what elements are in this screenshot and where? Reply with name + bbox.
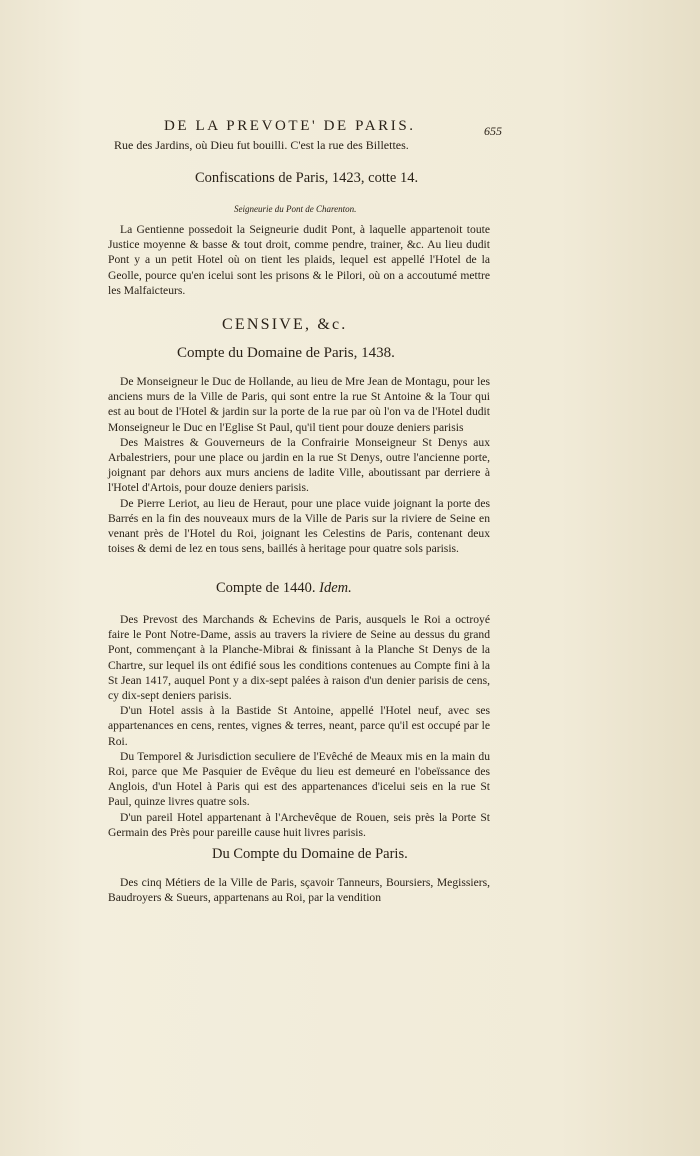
compte-1438-p3: De Pierre Leriot, au lieu de Heraut, pour une place vuide joignant la porte des Barrés en la fin des nouveaux murs de la Ville de Paris sur la riviere de Seine en venant près de l'Hotel du Roi, joignant les Celestins de Paris, contenant deux toises & demi de lez en tous sens, baillés à heritage pour quatre sols parisis. bbox=[108, 496, 490, 556]
compte-1440-paragraphs bbox=[108, 612, 490, 840]
compte-1438-paragraphs bbox=[108, 374, 490, 556]
domaine-p1: Des cinq Métiers de la Ville de Paris, sçavoir Tanneurs, Boursiers, Megissiers, Baudroyers & Sueurs, appartenans au Roi, par la vendition bbox=[108, 876, 490, 905]
first-line: Rue des Jardins, où Dieu fut bouilli. C'est la rue des Billettes. bbox=[114, 138, 409, 152]
compte-1440-title: Compte de 1440. bbox=[216, 580, 316, 596]
running-head: DE LA PREVOTE' DE PARIS. bbox=[164, 118, 416, 134]
page-number: 655 bbox=[484, 124, 502, 138]
confiscations-subheading: Seigneurie du Pont de Charenton. bbox=[234, 204, 357, 214]
compte-1438-p1: De Monseigneur le Duc de Hollande, au lieu de Mre Jean de Montagu, pour les anciens murs de la Ville de Paris, qui sont entre la rue St Antoine & la Tour qui est au bout de l'Hotel & jardin sur la porte de la rue par où l'on va de l'Hotel dudit Monseigneur le Duc en l'Eglise St Paul, qu'il tient pour douze deniers parisis bbox=[108, 375, 490, 434]
compte-1440-p1: Des Prevost des Marchands & Echevins de Paris, ausquels le Roi a octroyé faire le Pont Notre-Dame, assis au travers la riviere de Seine au dessus du grand Pont, commençant à la Planche-Mibrai & finissant à la Planche St Denys de la Chartre, sur lequel ils ont édifié sous les conditions contenues au Compte fini à la St Jean 1417, auquel Pont y a dix-sept palées à raison d'un denier parisis de cens, cy dix-sept deniers parisis. bbox=[108, 613, 490, 703]
compte-1438-heading: Compte du Domaine de Paris, 1438. bbox=[177, 345, 395, 361]
domaine-paragraph bbox=[108, 875, 490, 905]
compte-1438-p2: Des Maistres & Gouverneurs de la Confrairie Monseigneur St Denys aux Arbalestriers, pour une place ou jardin en la rue St Denys, outre l'ancienne porte, joignant par dehors aux murs anciens de ladite Ville, aboutissant par derriere à l'Hotel d'Artois, pour douze deniers parisis. bbox=[108, 435, 490, 495]
confiscations-heading: Confiscations de Paris, 1423, cotte 14. bbox=[195, 170, 419, 186]
compte-1440-heading bbox=[216, 580, 352, 597]
compte-1440-p4: D'un pareil Hotel appartenant à l'Archevêque de Rouen, seis près la Porte St Germain des Près pour pareille cause huit livres parisis. bbox=[108, 810, 490, 839]
compte-1440-idem: Idem. bbox=[319, 580, 352, 596]
censive-heading: CENSIVE, &c. bbox=[222, 316, 348, 333]
confiscations-text: La Gentienne possedoit la Seigneurie dudit Pont, à laquelle appartenoit toute Justice moyenne & basse & tout droit, comme pendre, trainer, &c. Au lieu dudit Pont y a un petit Hotel où on tient les plaids, lequel est appellé l'Hotel de la Geolle, pource qu'en icelui sont les prisons & le Pilori, où on a accoutumé mettre les Malfaicteurs. bbox=[108, 223, 490, 297]
compte-1440-p2: D'un Hotel assis à la Bastide St Antoine, appellé l'Hotel neuf, avec ses appartenances en cens, rentes, vignes & terres, neant, parce qu'il est occupé par le Roi. bbox=[108, 704, 490, 748]
domaine-heading: Du Compte du Domaine de Paris. bbox=[212, 846, 408, 862]
confiscations-paragraph bbox=[108, 222, 490, 298]
compte-1440-p3: Du Temporel & Jurisdiction seculiere de l'Evêché de Meaux mis en la main du Roi, parce que Me Pasquier de Evêque du lieu est demeuré en l'obeïssance des Anglois, d'un Hotel à Paris qui est des appartenances d'icelui seis en la rue St Paul, quinze livres quatre sols. bbox=[108, 749, 490, 809]
